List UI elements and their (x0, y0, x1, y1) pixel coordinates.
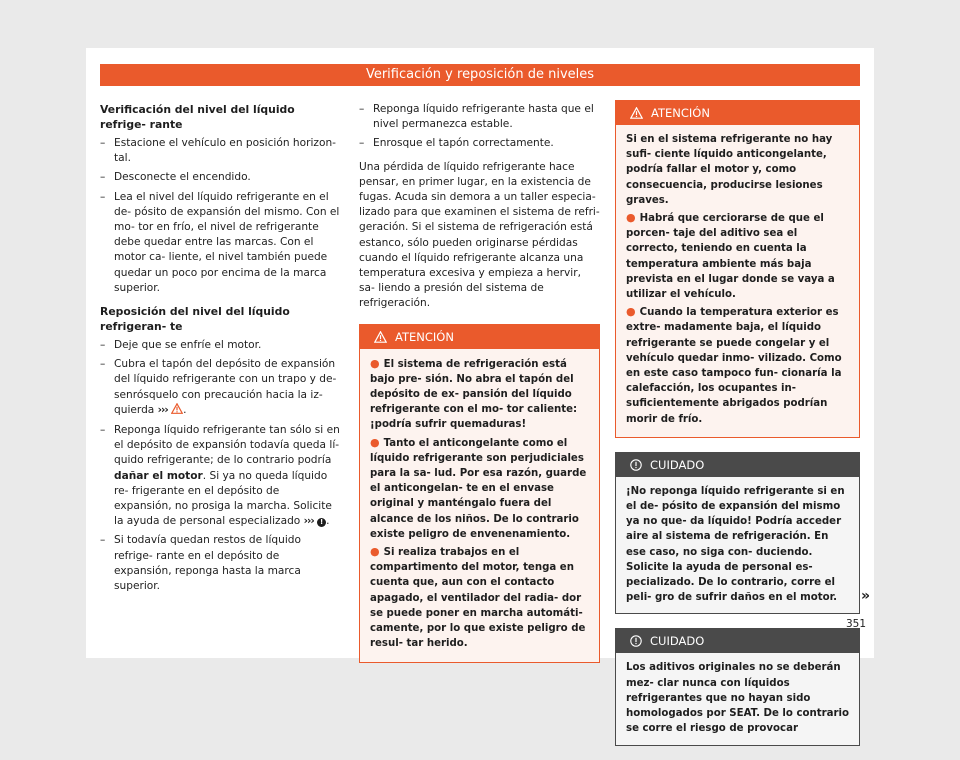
warning-triangle-icon (374, 331, 387, 343)
list-item: – Reponga líquido refrigerante hasta que el nivel permanezca estable. (359, 102, 600, 132)
step-text: . Si ya no queda líquido re- frigerante en el depósito de expansión, no prosiga la marcha. Solicite la ayuda de personal especializado (114, 469, 332, 528)
warning-item-text: Cuando la temperatura exterior es extre- madamente baja, el líquido refrigerante se puede congelar y el vehículo quedar inmo- vilizado. Como en este caso tampoco fun- cionaría la calefacción, los ocupantes in- suficientemente abrigados podrían morir de frío. (626, 307, 842, 425)
heading-check-level: Verificación del nivel del líquido refrige- rante (100, 103, 295, 131)
warning-item-text: Tanto el anticongelante como el líquido refrigerante son perjudiciales para la sa- lud. Por esa razón, guarde el anticongelan- te en el envase original y manténgalo fuera del alcance de los niños. De lo contrario existe peligro de envenenamiento. (370, 437, 587, 540)
list-item: – Reponga líquido refrigerante tan sólo si en el depósito de expansión todavía queda lí- quido refrigerante; de lo contrario podría dañar el motor. Si ya no queda líquido re- frigerante en el depósito de expansión, no prosiga la marcha. Solicite la ayuda de personal especializado ››› ! . (100, 423, 340, 529)
warning-box (359, 324, 600, 663)
list-item: – Desconecte el encendido. (100, 170, 340, 185)
check-steps-list (100, 136, 340, 296)
warning-item (370, 435, 591, 542)
column-left (100, 102, 340, 602)
warning-header (616, 101, 859, 125)
warning-triangle-icon (171, 403, 183, 419)
caution-body: Los aditivos originales no se deberán mez- clar nunca con líquidos refrigerantes que no hayan sido homologados por SEAT. De lo contrario se corre el riesgo de provocar (626, 662, 850, 735)
caution-title: CUIDADO (650, 457, 705, 472)
refill-steps-list (100, 338, 340, 594)
warning-item (626, 304, 851, 427)
caution-header (616, 629, 859, 653)
bullet-icon: ● (370, 435, 380, 449)
list-item: – Lea el nivel del líquido refrigerante en el de- pósito de expansión del mismo. Con el mo- tor en frío, el nivel de refrigerante debe quedar entre las marcas. Con el motor ca- liente, el nivel también puede quedar un poco por encima de la marca superior. (100, 190, 340, 296)
warning-box (615, 100, 860, 438)
warning-title: ATENCIÓN (395, 329, 454, 344)
warning-title: ATENCIÓN (651, 106, 710, 120)
warning-body (360, 349, 599, 662)
warning-body (616, 125, 859, 437)
warning-header (360, 325, 599, 349)
list-item: – Cubra el tapón del depósito de expansión del líquido refrigerante con un trapo y de- senrósquelo con precaución hacia la iz- quierda ››› . (100, 357, 340, 419)
warning-item (626, 210, 851, 302)
section-header: Verificación y reposición de niveles (100, 64, 860, 86)
body-paragraph: Una pérdida de líquido refrigerante hace pensar, en primer lugar, en la existencia de fugas. Acuda sin demora a un taller especia- lizado para que examinen el sistema de refri- geración. Si el sistema de refrigeración está estanco, sólo pueden originarse pérdidas cuando el líquido refrigerante alcanza una temperatura excesiva y empieza a hervir, sa- liendo a presión del sistema de refrigeración. (359, 160, 600, 310)
reference-arrows[interactable]: ››› (157, 403, 168, 416)
list-item: – Deje que se enfríe el motor. (100, 338, 340, 353)
warning-intro: Si en el sistema refrigerante no hay sufi- ciente líquido anticongelante, podría fallar el motor y, como consecuencia, producirse lesiones graves. (626, 134, 833, 206)
column-right (615, 100, 860, 760)
info-circle-icon: ! (317, 518, 326, 527)
continued-steps-list (359, 102, 600, 152)
caution-title: CUIDADO (650, 634, 705, 649)
bullet-icon: ● (370, 356, 380, 370)
caution-body: ¡No reponga líquido refrigerante si en el de- pósito de expansión del mismo ya no que- da líquido! Podría acceder aire al sistema de refrigeración. En ese caso, no siga con- duciendo. Solicite la ayuda de personal es- pecializado. De lo contrario, corre el peli- gro de sufrir daños en el motor. (626, 485, 845, 604)
warning-item-text: Habrá que cerciorarse de que el porcen- taje del aditivo sea el correcto, teniendo en cuenta la temperatura ambiente más baja prevista en el lugar donde se vaya a utilizar el vehículo. (626, 213, 835, 301)
heading-refill-level: Reposición del nivel del líquido refrigeran- te (100, 305, 290, 334)
bullet-icon: ● (370, 545, 380, 559)
reference-arrows[interactable]: ››› (303, 515, 314, 528)
bullet-icon: ● (626, 305, 636, 319)
warning-triangle-icon (630, 107, 643, 119)
page-number: 351 (846, 618, 867, 630)
caution-box (615, 628, 860, 745)
step-text: Reponga líquido refrigerante tan sólo si en el depósito de expansión todavía queda lí- quido refrigerante; de lo contrario podría (114, 424, 340, 467)
caution-box (615, 452, 860, 615)
emphasis-text: dañar el motor (114, 469, 203, 482)
warning-item-text: Si realiza trabajos en el compartimento del motor, tenga en cuenta que, aun con el contacto apagado, el ventilador del radia- dor se puede poner en marcha automáti- camente, por lo que existe peligro de resul- tar herido. (370, 547, 586, 650)
list-item: – Estacione el vehículo en posición horizon- tal. (100, 136, 340, 166)
step-text: Cubra el tapón del depósito de expansión del líquido refrigerante con un trapo y de- senrósquelo con precaución hacia la iz- quierda (114, 358, 337, 416)
list-item: – Enrosque el tapón correctamente. (359, 136, 600, 151)
list-item: – Si todavía quedan restos de líquido refrige- rante en el depósito de expansión, reponga hasta la marca superior. (100, 533, 340, 594)
info-circle-icon (630, 459, 642, 471)
bullet-icon: ● (626, 211, 636, 225)
warning-item (370, 356, 591, 433)
caution-header (616, 453, 859, 477)
warning-item (370, 544, 591, 651)
warning-item-text: El sistema de refrigeración está bajo pre- sión. No abra el tapón del depósito de ex- pansión del líquido refrigerante con el mo- tor caliente: ¡podría sufrir quemaduras! (370, 358, 578, 431)
continue-arrow: » (861, 588, 871, 604)
column-middle (359, 102, 600, 677)
info-circle-icon (630, 635, 642, 647)
